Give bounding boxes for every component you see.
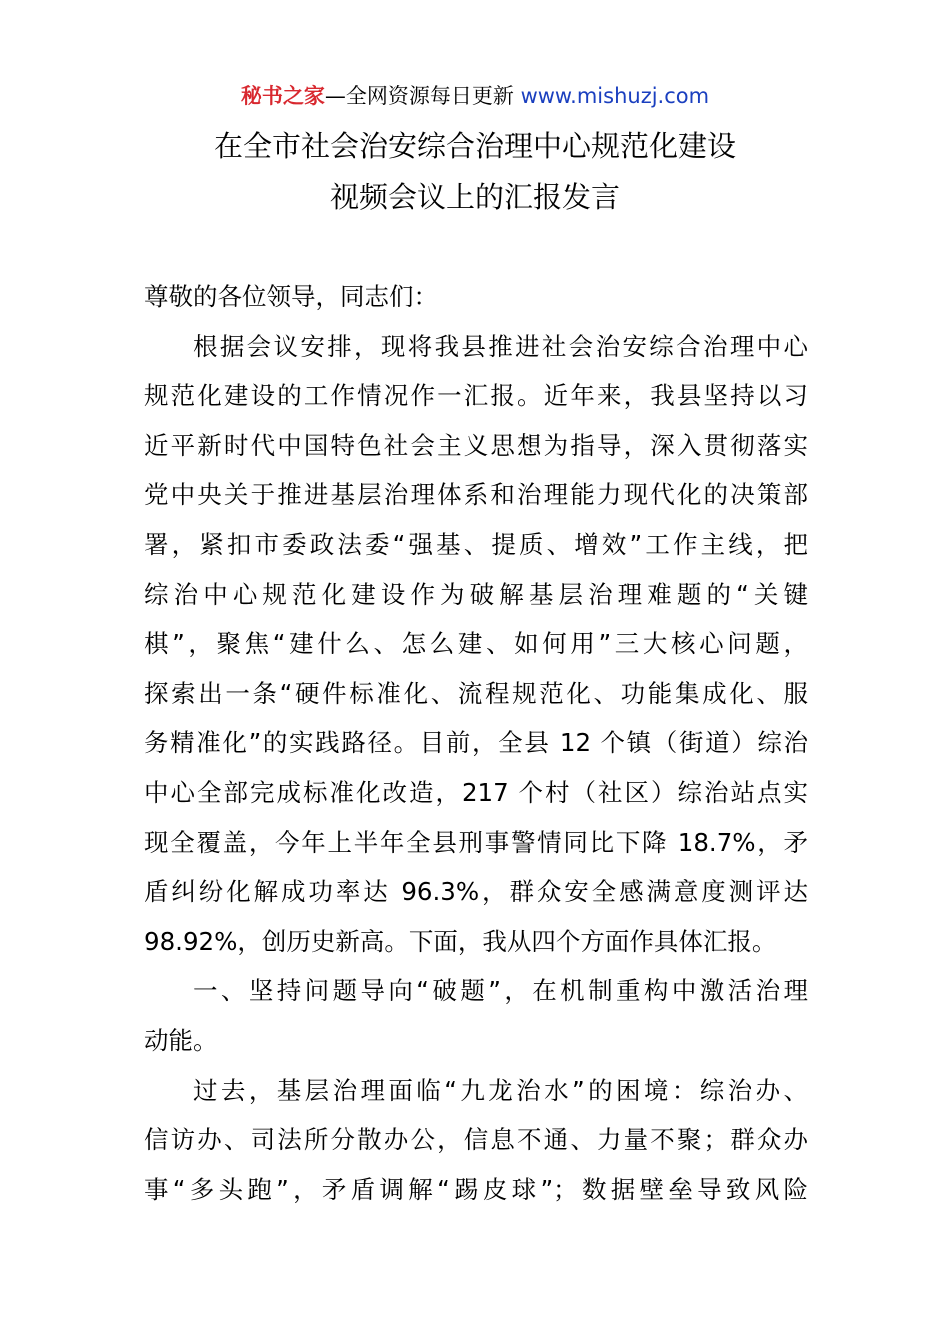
brand-name: 秘书之家 — [240, 84, 325, 108]
section-heading-1 — [144, 966, 808, 1065]
text-line: 棋”，聚焦“建什么、怎么建、如何用”三大核心问题， — [144, 629, 808, 659]
text-line: 事“多头跑”，矛盾调解“踢皮球”；数据壁垒导致风险 — [144, 1174, 808, 1204]
paragraph-intro — [144, 322, 808, 967]
text-line: 盾纠纷化解成功率达 96.3%，群众安全感满意度测评达 — [144, 877, 808, 907]
text-line: 党中央关于推进基层治理体系和治理能力现代化的决策部 — [144, 480, 808, 510]
text-line: 务精准化”的实践路径。目前，全县 12 个镇（街道）综治 — [144, 728, 808, 758]
document-body — [144, 272, 808, 1214]
site-url-link[interactable]: www.mishuzj.com — [520, 84, 710, 108]
text-line: 探索出一条“硬件标准化、流程规范化、功能集成化、服 — [144, 678, 808, 708]
text-line: 现全覆盖，今年上半年全县刑事警情同比下降 18.7%，矛 — [144, 827, 808, 857]
text-line: 中心全部完成标准化改造，217 个村（社区）综治站点实 — [144, 777, 808, 807]
text-line: 规范化建设的工作情况作一汇报。近年来，我县坚持以习 — [144, 381, 808, 411]
text-line: 98.92%，创历史新高。下面，我从四个方面作具体汇报。 — [144, 926, 777, 956]
text-line: 署，紧扣市委政法委“强基、提质、增效”工作主线，把 — [144, 529, 808, 559]
document-title-line-1: 在全市社会治安综合治理中心规范化建设 — [213, 129, 736, 163]
site-header — [0, 80, 950, 112]
text-line: 一、坚持问题导向“破题”，在机制重构中激活治理 — [193, 976, 808, 1006]
text-line: 信访办、司法所分散办公，信息不通、力量不聚；群众办 — [144, 1125, 808, 1155]
salutation: 尊敬的各位领导，同志们： — [144, 282, 438, 311]
text-line: 根据会议安排，现将我县推进社会治安综合治理中心 — [193, 331, 808, 361]
document-title-line-2: 视频会议上的汇报发言 — [329, 180, 620, 214]
text-line: 综治中心规范化建设作为破解基层治理难题的“关键 — [144, 579, 808, 609]
text-line: 过去，基层治理面临“九龙治水”的困境：综治办、 — [193, 1075, 808, 1105]
header-tagline: —全网资源每日更新 — [324, 84, 521, 108]
paragraph-background — [144, 1066, 808, 1215]
text-line: 近平新时代中国特色社会主义思想为指导，深入贯彻落实 — [144, 430, 808, 460]
text-line: 动能。 — [144, 1025, 218, 1055]
